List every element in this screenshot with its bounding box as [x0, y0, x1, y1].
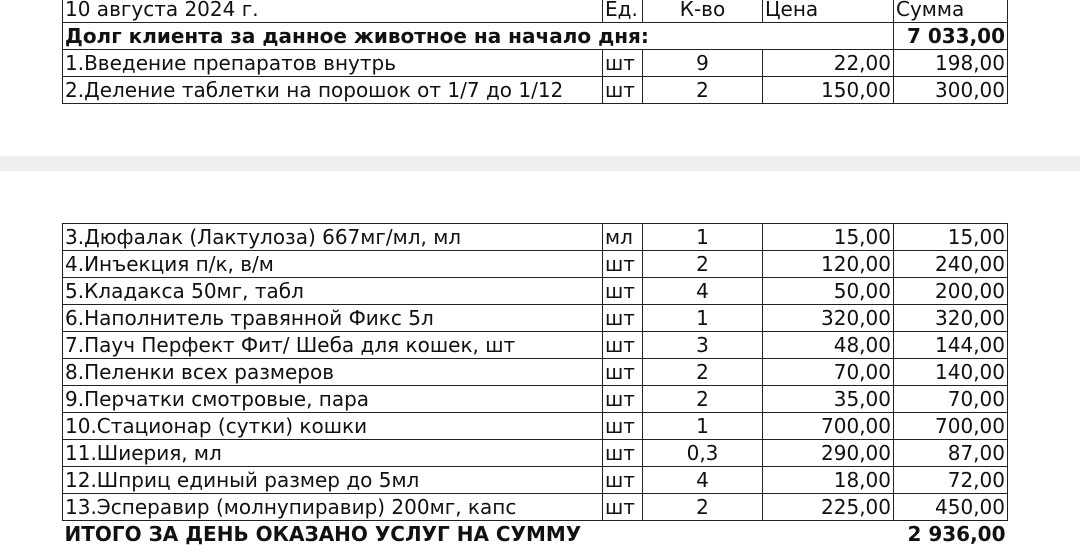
item-price: 120,00 — [763, 251, 894, 278]
item-qty: 4 — [643, 278, 763, 305]
item-qty: 2 — [643, 359, 763, 386]
item-qty: 2 — [643, 494, 763, 521]
item-unit: шт — [603, 332, 643, 359]
header-date: 10 августа 2024 г. — [63, 0, 603, 23]
total-row — [63, 521, 1008, 548]
item-qty: 1 — [643, 224, 763, 251]
item-sum: 140,00 — [894, 359, 1008, 386]
table-row — [63, 413, 1008, 440]
item-sum: 240,00 — [894, 251, 1008, 278]
total-value: 2 936,00 — [907, 522, 1006, 546]
item-name: 4.Инъекция п/к, в/м — [63, 251, 603, 278]
item-unit: шт — [603, 278, 643, 305]
item-price: 50,00 — [763, 278, 894, 305]
item-qty: 2 — [643, 251, 763, 278]
table-row — [63, 386, 1008, 413]
item-price: 22,00 — [763, 50, 894, 77]
item-unit: шт — [603, 50, 643, 77]
item-unit: шт — [603, 494, 643, 521]
item-qty: 1 — [643, 413, 763, 440]
item-unit: шт — [603, 440, 643, 467]
invoice-table-bottom — [62, 223, 1008, 547]
table-row — [63, 332, 1008, 359]
item-price: 35,00 — [763, 386, 894, 413]
debt-label: Долг клиента за данное животное на начало дня: — [63, 23, 894, 50]
item-name: 2.Деление таблетки на порошок от 1/7 до 1/12 — [63, 77, 603, 104]
invoice-table-top — [62, 0, 1008, 104]
item-sum: 72,00 — [894, 467, 1008, 494]
item-unit: шт — [603, 251, 643, 278]
item-unit: шт — [603, 386, 643, 413]
item-sum: 198,00 — [894, 50, 1008, 77]
item-sum: 144,00 — [894, 332, 1008, 359]
item-sum: 450,00 — [894, 494, 1008, 521]
item-unit: шт — [603, 305, 643, 332]
table-row — [63, 494, 1008, 521]
item-name: 12.Шприц единый размер до 5мл — [63, 467, 603, 494]
table-row — [63, 467, 1008, 494]
item-name: 11.Шиерия, мл — [63, 440, 603, 467]
item-name: 6.Наполнитель травянной Фикс 5л — [63, 305, 603, 332]
item-unit: шт — [603, 467, 643, 494]
item-unit: шт — [603, 359, 643, 386]
item-unit: шт — [603, 77, 643, 104]
item-name: 5.Кладакса 50мг, табл — [63, 278, 603, 305]
item-qty: 9 — [643, 50, 763, 77]
item-sum: 15,00 — [894, 224, 1008, 251]
item-price: 700,00 — [763, 413, 894, 440]
item-qty: 2 — [643, 386, 763, 413]
header-row — [63, 0, 1008, 23]
item-sum: 70,00 — [894, 386, 1008, 413]
item-name: 9.Перчатки смотровые, пара — [63, 386, 603, 413]
table-row — [63, 251, 1008, 278]
item-qty: 1 — [643, 305, 763, 332]
item-price: 70,00 — [763, 359, 894, 386]
item-sum: 200,00 — [894, 278, 1008, 305]
item-name: 3.Дюфалак (Лактулоза) 667мг/мл, мл — [63, 224, 603, 251]
item-qty: 2 — [643, 77, 763, 104]
header-sum: Сумма — [894, 0, 1008, 23]
item-price: 290,00 — [763, 440, 894, 467]
table-row — [63, 359, 1008, 386]
item-sum: 700,00 — [894, 413, 1008, 440]
item-unit: шт — [603, 413, 643, 440]
page-gap-separator — [0, 156, 1080, 171]
table-row — [63, 278, 1008, 305]
item-qty: 4 — [643, 467, 763, 494]
header-qty: К-во — [643, 0, 763, 23]
item-unit: мл — [603, 224, 643, 251]
item-name: 1.Введение препаратов внутрь — [63, 50, 603, 77]
item-name: 10.Стационар (сутки) кошки — [63, 413, 603, 440]
item-qty: 0,3 — [643, 440, 763, 467]
debt-row — [63, 23, 1008, 50]
item-qty: 3 — [643, 332, 763, 359]
item-price: 18,00 — [763, 467, 894, 494]
item-price: 48,00 — [763, 332, 894, 359]
item-sum: 320,00 — [894, 305, 1008, 332]
debt-value: 7 033,00 — [894, 23, 1008, 50]
item-price: 320,00 — [763, 305, 894, 332]
item-price: 15,00 — [763, 224, 894, 251]
table-row — [63, 440, 1008, 467]
table-row — [63, 224, 1008, 251]
total-label: ИТОГО ЗА ДЕНЬ ОКАЗАНО УСЛУГ НА СУММУ — [64, 522, 582, 546]
item-name: 7.Пауч Перфект Фит/ Шеба для кошек, шт — [63, 332, 603, 359]
item-sum: 300,00 — [894, 77, 1008, 104]
item-name: 13.Эсперавир (молнупиравир) 200мг, капс — [63, 494, 603, 521]
table-row — [63, 50, 1008, 77]
item-name: 8.Пеленки всех размеров — [63, 359, 603, 386]
table-row — [63, 77, 1008, 104]
item-price: 225,00 — [763, 494, 894, 521]
table-row — [63, 305, 1008, 332]
header-price: Цена — [763, 0, 894, 23]
item-price: 150,00 — [763, 77, 894, 104]
item-sum: 87,00 — [894, 440, 1008, 467]
header-unit: Ед. — [603, 0, 643, 23]
